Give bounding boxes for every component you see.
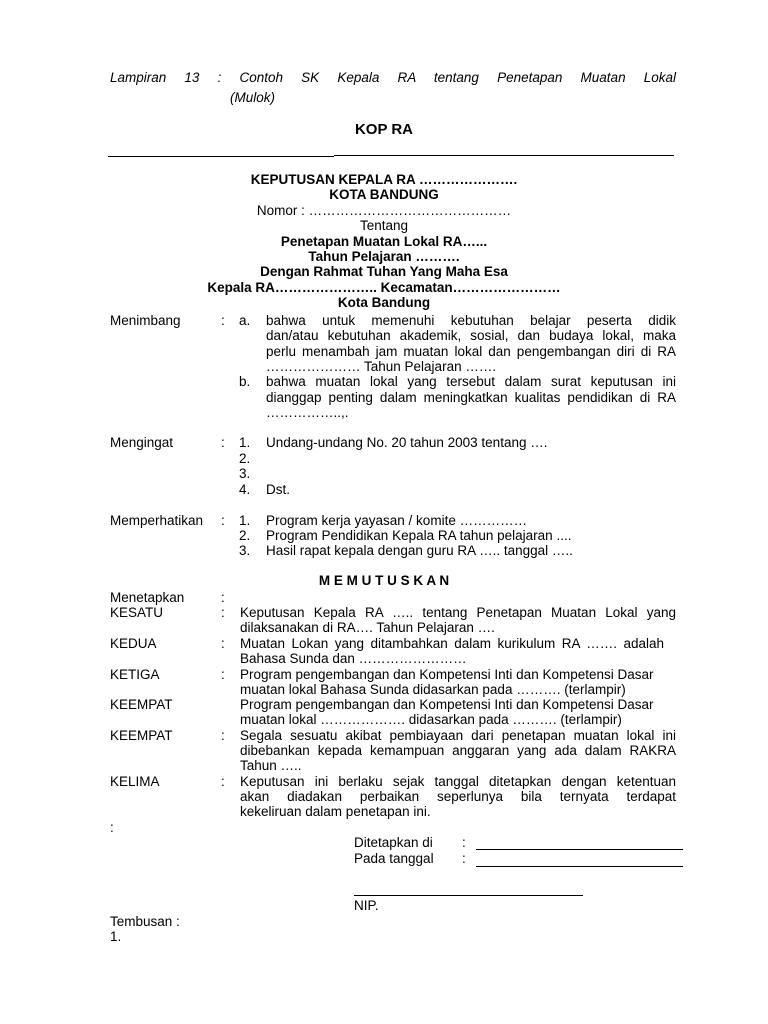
kop-title: KOP RA [354,121,414,138]
title-rahmat: Dengan Rahmat Tuhan Yang Maha Esa [260,264,508,279]
kelima-colon: : [221,774,225,789]
menimbang-a-line-4: ………………… Tahun Pelajaran ……. [266,359,497,374]
title-tahun: Tahun Pelajaran ………. [308,249,460,264]
menimbang-b-line-2: dianggap penting dalam meningkatkan kualitas pendidikan di RA [266,390,676,405]
tanggal-underline [476,866,683,867]
mengingat-label: Mengingat [110,435,174,450]
menimbang-b-marker: b. [239,374,251,389]
signature-line [354,895,583,896]
title-keputusan: KEPUTUSAN KEPALA RA …………………. [250,172,518,187]
menimbang-label: Menimbang [110,313,181,328]
kelima-line-1: Keputusan ini berlaku sejak tanggal ditetapkan dengan ketentuan [240,774,676,789]
mengingat-item-number: 3. [239,466,251,481]
memperhatikan-colon: : [221,513,225,528]
kedua-label: KEDUA [110,636,157,651]
tanggal-label: Pada tanggal [354,851,434,866]
mengingat-item-number: 1. [239,435,251,450]
menimbang-colon: : [221,313,225,328]
keempat-2-label: KEEMPAT [110,728,173,743]
keempat-2-line-3: Tahun ….. [240,758,302,773]
memperhatikan-item-text: Hasil rapat kepala dengan guru RA ….. tanggal ….. [266,543,573,558]
ketiga-colon: : [221,667,225,682]
kedua-colon: : [221,636,225,651]
kelima-line-2: akan diadakan perbaikan seperlunya bila ternyata terdapat [240,789,676,804]
mengingat-item-number: 4. [239,482,251,497]
tanggal-colon: : [462,851,466,866]
menimbang-a-line-3: perlu menambah jam muatan lokal dan pengembangan diri di RA [266,344,676,359]
keempat-label: KEEMPAT [110,697,173,712]
tembusan-label: Tembusan : [110,914,180,929]
menetapkan-colon: : [221,590,225,605]
memperhatikan-item-number: 2. [239,528,251,543]
ditetapkan-underline [476,849,683,850]
keempat-2-colon: : [221,728,225,743]
kop-divider-right [334,155,674,156]
kedua-line-1: Muatan Lokan yang ditambahkan dalam kurikulum RA ……. adalah [240,636,664,651]
memutuskan-heading: M E M U T U S K A N [318,573,450,588]
lampiran-line-1: Lampiran 13 : Contoh SK Kepala RA tentang Penetapan Muatan Lokal [110,70,676,85]
title-penetapan: Penetapan Muatan Lokal RA…... [280,234,488,249]
keempat-2-line-2: dibebankan kepada kemampuan anggaran yang ada dalam RAKRA [240,743,676,758]
kelima-line-3: kekeliruan dalam penetapan ini. [240,804,431,819]
menetapkan-label: Menetapkan [110,590,185,605]
tembusan-item: 1. [110,929,122,944]
nip-label: NIP. [354,898,379,913]
kedua-line-2: Bahasa Sunda dan …………………… [240,651,467,666]
ditetapkan-colon: : [462,835,466,850]
kop-divider-left [108,156,334,157]
title-kepala: Kepala RA………………….. Kecamatan…………………… [207,280,561,295]
menimbang-a-line-1: bahwa untuk memenuhi kebutuhan belajar peserta didik [266,313,676,328]
memperhatikan-label: Memperhatikan [110,513,204,528]
title-kota: KOTA BANDUNG [329,187,439,202]
lampiran-line-2: (Mulok) [230,90,276,105]
menimbang-a-line-2: dan/atau kebutuhan akademik, sosial, dan budaya lokal, maka [266,328,676,343]
memperhatikan-item-text: Program Pendidikan Kepala RA tahun pelajaran .... [266,528,572,543]
title-kota-bandung: Kota Bandung [337,295,431,310]
kesatu-line-2: dilaksanakan di RA…. Tahun Pelajaran …. [240,620,495,635]
keempat-line-1: Program pengembangan dan Kompetensi Inti dan Kompetensi Dasar [240,697,654,712]
memperhatikan-item-text: Program kerja yayasan / komite …………… [266,513,528,528]
mengingat-item-text: Undang-undang No. 20 tahun 2003 tentang …. [266,435,548,450]
kelima-label: KELIMA [110,774,160,789]
ketiga-line-2: muatan lokal Bahasa Sunda didasarkan pada ………. (terlampir) [240,682,626,697]
menimbang-b-line-3: ……………..,. [266,405,349,420]
memperhatikan-item-number: 3. [239,543,251,558]
ketiga-label: KETIGA [110,667,160,682]
title-tentang: Tentang [359,218,409,233]
kesatu-line-1: Keputusan Kepala RA ….. tentang Penetapan Muatan Lokal yang [240,605,676,620]
mengingat-colon: : [221,435,225,450]
menimbang-b-line-1: bahwa muatan lokal yang tersebut dalam surat keputusan ini [266,374,676,389]
memperhatikan-item-number: 1. [239,513,251,528]
ditetapkan-label: Ditetapkan di [354,835,433,850]
kesatu-colon: : [221,605,225,620]
keempat-2-line-1: Segala sesuatu akibat pembiayaan dari penetapan muatan lokal ini [240,728,676,743]
title-nomor: Nomor : ……………………………………… [256,203,512,218]
menimbang-a-marker: a. [239,313,251,328]
mengingat-item-text: Dst. [266,482,291,497]
keempat-line-2: muatan lokal ………………. didasarkan pada ………. (terlampir) [240,712,622,727]
mengingat-item-number: 2. [239,451,251,466]
stray-colon: : [110,820,114,835]
ketiga-line-1: Program pengembangan dan Kompetensi Inti dan Kompetensi Dasar [240,667,654,682]
kesatu-label: KESATU [110,605,164,620]
